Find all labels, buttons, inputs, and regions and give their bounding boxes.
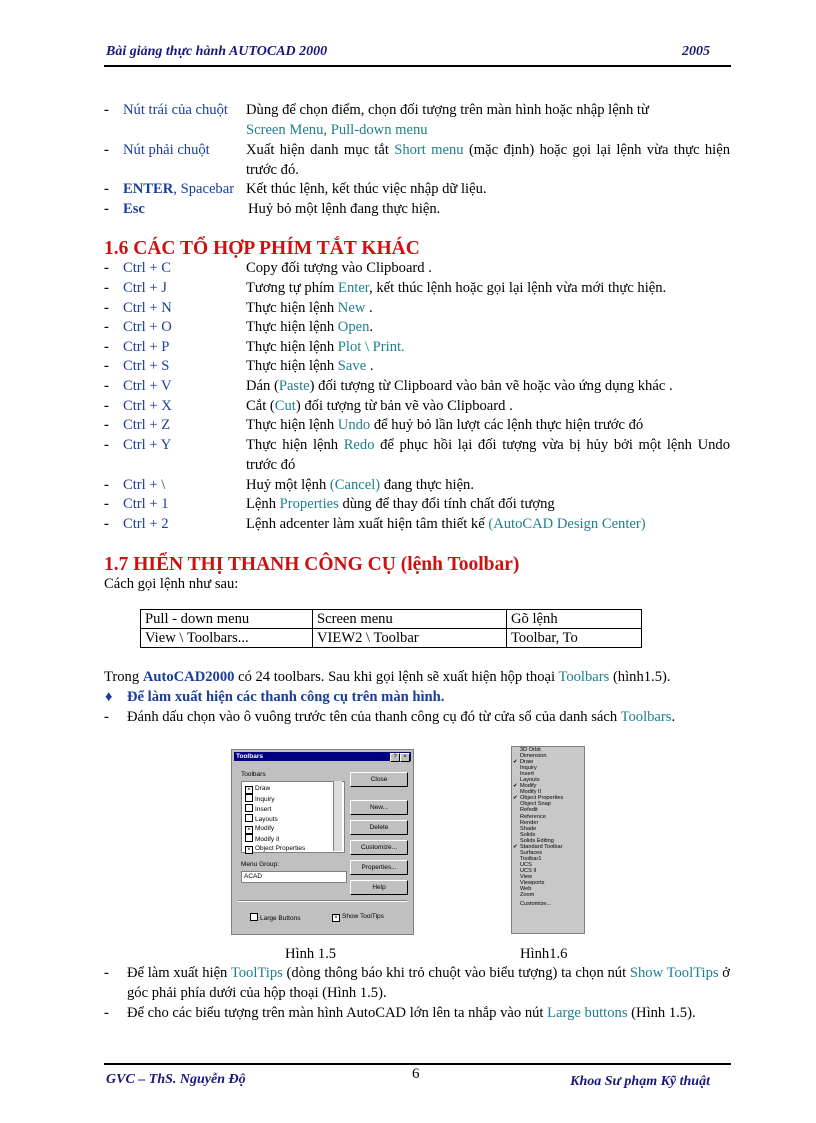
key-label: Esc bbox=[123, 201, 145, 217]
checkbox[interactable] bbox=[245, 814, 253, 822]
menu-item[interactable]: Viewports bbox=[520, 880, 545, 887]
esc-row: - Esc Huỷ bỏ một lệnh đang thực hiện. bbox=[104, 200, 730, 220]
list-item[interactable]: Inquiry bbox=[245, 794, 275, 803]
close-button[interactable]: Close bbox=[350, 772, 408, 787]
menu-item[interactable]: Customize... bbox=[520, 901, 552, 908]
shortcut-desc: Copy đối tượng vào Clipboard . bbox=[246, 260, 432, 276]
dialog-titlebar: Toolbars bbox=[234, 752, 411, 761]
menu-item[interactable]: Solids bbox=[520, 831, 536, 838]
header-year: 2005 bbox=[682, 44, 710, 59]
list-item[interactable]: Modify II bbox=[245, 834, 280, 843]
shortcut-key: Ctrl + C bbox=[123, 260, 171, 276]
shortcut-row: - Ctrl + C Copy đối tượng vào Clipboard . bbox=[104, 259, 730, 279]
shortcut-desc: Dán (Paste) đối tượng từ Clipboard vào bản vẽ hoặc vào ứng dụng khác . bbox=[246, 378, 673, 394]
list-item[interactable]: × Draw bbox=[245, 784, 270, 793]
toolbars-dialog bbox=[231, 749, 414, 935]
mouse-right-row: - Nút phải chuột Xuất hiện danh mục tắt Short menu (mặc định) hoặc gọi lại lệnh vừa thực hiện trước đó. bbox=[104, 142, 730, 178]
shortcut-row: - Ctrl + X Cắt (Cut) đối tượng từ bản vẽ vào Clipboard . bbox=[104, 397, 730, 417]
new-button[interactable]: New... bbox=[350, 800, 408, 815]
shortcut-desc: Thực hiện lệnh Save . bbox=[246, 358, 374, 374]
check-icon: ✔ bbox=[513, 795, 518, 802]
paragraph-tooltips: - Để làm xuất hiện ToolTips (dòng thông báo khi trỏ chuột vào biểu tượng) ta chọn nút Show ToolTips ở góc phải phía dưới của hộp thoại (Hình 1.5). bbox=[104, 965, 731, 1001]
menu-item[interactable]: Insert bbox=[520, 771, 534, 778]
shortcut-row: - Ctrl + 2 Lệnh adcenter làm xuất hiện tâm thiết kế (AutoCAD Design Center) bbox=[104, 515, 730, 535]
toolbars-list[interactable] bbox=[241, 781, 345, 853]
menu-item[interactable]: ✔ Draw bbox=[513, 759, 534, 766]
shortcut-row: - Ctrl + P Thực hiện lệnh Plot \ Print. bbox=[104, 338, 730, 358]
shortcut-row: - Ctrl + Z Thực hiện lệnh Undo để huỷ bỏ lần lượt các lệnh thực hiện trước đó bbox=[104, 416, 730, 436]
shortcut-key: Ctrl + O bbox=[123, 319, 172, 335]
help-icon[interactable]: ? bbox=[390, 753, 400, 762]
menu-item[interactable]: Dimension bbox=[520, 753, 547, 760]
header-rule bbox=[104, 65, 731, 67]
checkbox[interactable]: × bbox=[245, 826, 253, 834]
checkbox[interactable] bbox=[245, 794, 253, 802]
shortcut-desc: Thực hiện lệnh Open. bbox=[246, 319, 374, 335]
help-button[interactable]: Help bbox=[350, 880, 408, 895]
command-table bbox=[140, 609, 642, 648]
shortcut-row: - Ctrl + V Dán (Paste) đối tượng từ Clipboard vào bản vẽ hoặc vào ứng dụng khác . bbox=[104, 377, 730, 397]
key-label: ENTER, Spacebar bbox=[123, 181, 235, 197]
shortcut-row: - Ctrl + O Thực hiện lệnh Open. bbox=[104, 318, 730, 338]
menu-item[interactable]: Zoom bbox=[520, 892, 535, 899]
shortcut-desc: Lệnh Properties dùng để thay đổi tính chất đối tượng bbox=[246, 496, 555, 512]
shortcut-key: Ctrl + X bbox=[123, 398, 172, 414]
checkbox[interactable]: × bbox=[245, 846, 253, 854]
large-buttons-checkbox[interactable]: Large Buttons bbox=[250, 913, 300, 922]
table-row: Pull - down menu Screen menu Gõ lệnh bbox=[141, 610, 642, 629]
header-title: Bài giảng thực hành AUTOCAD 2000 bbox=[106, 44, 328, 59]
menu-item[interactable]: ✔ Standard Toolbar bbox=[513, 843, 563, 850]
shortcut-desc: Thực hiện lệnh Undo để huỷ bỏ lần lượt các lệnh thực hiện trước đó bbox=[246, 417, 644, 433]
enter-row: - ENTER, Spacebar Kết thúc lệnh, kết thúc việc nhập dữ liệu. bbox=[104, 180, 730, 200]
caption-fig-1-6: Hình1.6 bbox=[520, 946, 568, 962]
paragraph-check-toolbars: - Đánh dấu chọn vào ô vuông trước tên của thanh công cụ đó từ cửa sổ của danh sách Toolbars. bbox=[104, 709, 676, 725]
menu-item[interactable]: Layouts bbox=[520, 777, 540, 784]
paragraph-large-buttons: - Để cho các biểu tượng trên màn hình AutoCAD lớn lên ta nhắp vào nút Large buttons (Hình 1.5). bbox=[104, 1005, 696, 1021]
menu-item[interactable]: Shade bbox=[520, 825, 537, 832]
shortcut-key: Ctrl + N bbox=[123, 300, 172, 316]
list-item[interactable]: Layouts bbox=[245, 814, 278, 823]
shortcut-desc: Thực hiện lệnh New . bbox=[246, 300, 373, 316]
intro-text: Cách gọi lệnh như sau: bbox=[104, 576, 239, 592]
menu-item[interactable]: Refedit bbox=[520, 807, 538, 814]
check-icon: ✔ bbox=[513, 759, 518, 766]
menu-group-label: Menu Group: bbox=[241, 861, 279, 868]
shortcut-desc: Cắt (Cut) đối tượng từ bản vẽ vào Clipboard . bbox=[246, 398, 513, 414]
shortcut-key: Ctrl + Y bbox=[123, 437, 172, 453]
shortcut-key: Ctrl + \ bbox=[123, 477, 166, 493]
menu-item[interactable]: 3D Orbit bbox=[520, 747, 541, 753]
menu-item[interactable]: Inquiry bbox=[520, 765, 537, 772]
toolbars-context-menu bbox=[511, 746, 585, 934]
check-icon: ✔ bbox=[513, 843, 518, 850]
delete-button[interactable]: Delete bbox=[350, 820, 408, 835]
diamond-bullet-icon: ♦ bbox=[105, 689, 113, 705]
shortcut-row: - Ctrl + S Thực hiện lệnh Save . bbox=[104, 357, 730, 377]
mouse-left-row: - Nút trái của chuột Dùng để chọn điểm, chọn đối tượng trên màn hình hoặc nhập lệnh từ Screen Menu, Pull-down menu bbox=[104, 102, 649, 138]
shortcut-key: Ctrl + 1 bbox=[123, 496, 169, 512]
footer-author: GVC – ThS. Nguyễn Độ bbox=[106, 1072, 246, 1087]
shortcut-key: Ctrl + 2 bbox=[123, 516, 169, 532]
shortcut-key: Ctrl + S bbox=[123, 358, 170, 374]
section-heading-1-6: 1.6 CÁC TỔ HỢP PHÍM TẮT KHÁC bbox=[104, 238, 420, 259]
checkbox[interactable] bbox=[245, 834, 253, 842]
shortcut-row: - Ctrl + J Tương tự phím Enter, kết thúc lệnh hoặc gọi lại lệnh vừa mới thực hiện. bbox=[104, 279, 730, 299]
section-heading-1-7: 1.7 HIỂN THỊ THANH CÔNG CỤ (lệnh Toolbar) bbox=[104, 554, 520, 575]
key-label: Nút phải chuột bbox=[123, 142, 210, 158]
menu-item[interactable]: Toolbar1 bbox=[520, 855, 542, 862]
page-footer bbox=[106, 1066, 730, 1092]
shortcut-row: - Ctrl + N Thực hiện lệnh New . bbox=[104, 299, 730, 319]
shortcut-key: Ctrl + Z bbox=[123, 417, 171, 433]
table-row: View \ Toolbars... VIEW2 \ Toolbar Toolbar, To bbox=[141, 629, 642, 648]
footer-rule bbox=[104, 1063, 731, 1065]
shortcut-desc: Thực hiện lệnh Plot \ Print. bbox=[246, 339, 405, 355]
shortcut-key: Ctrl + P bbox=[123, 339, 170, 355]
toolbars-label: Toolbars bbox=[241, 771, 266, 778]
properties-button[interactable]: Properties... bbox=[350, 860, 408, 875]
list-scrollbar[interactable] bbox=[333, 781, 342, 851]
shortcut-row: - Ctrl + \ Huỷ một lệnh (Cancel) đang thực hiện. bbox=[104, 476, 730, 496]
shortcut-key: Ctrl + J bbox=[123, 280, 167, 296]
menu-item[interactable]: Modify II bbox=[520, 789, 542, 796]
list-item[interactable]: × Object Properties bbox=[245, 844, 305, 853]
shortcut-row: - Ctrl + 1 Lệnh Properties dùng để thay đổi tính chất đối tượng bbox=[104, 495, 730, 515]
list-item[interactable]: Insert bbox=[245, 804, 271, 813]
menu-group-select[interactable]: ACAD bbox=[241, 871, 347, 883]
menu-item[interactable]: Solids Editing bbox=[520, 837, 554, 844]
checkbox[interactable] bbox=[245, 804, 253, 812]
shortcut-desc: Tương tự phím Enter, kết thúc lệnh hoặc gọi lại lệnh vừa mới thực hiện. bbox=[246, 280, 667, 296]
customize-button[interactable]: Customize... bbox=[350, 840, 408, 855]
menu-item[interactable]: UCS II bbox=[520, 867, 537, 874]
menu-item[interactable]: View bbox=[520, 873, 533, 880]
menu-item[interactable]: Web bbox=[520, 886, 532, 893]
page-number: 6 bbox=[412, 1066, 420, 1082]
page-header bbox=[106, 44, 730, 64]
shortcut-key: Ctrl + V bbox=[123, 378, 172, 394]
paragraph-toolbars-count: Trong AutoCAD2000 có 24 toolbars. Sau khi gọi lệnh sẽ xuất hiện hộp thoại Toolbars (hình1.5). bbox=[104, 669, 671, 685]
shortcut-desc: Thực hiện lệnh Redo để phục hồi lại đối tượng vừa bị hủy bởi một lệnh Undo trước đó bbox=[246, 437, 731, 473]
menu-item[interactable]: Render bbox=[520, 819, 539, 826]
caption-fig-1-5: Hình 1.5 bbox=[285, 946, 337, 962]
list-item[interactable]: × Modify bbox=[245, 824, 274, 833]
key-label: Nút trái của chuột bbox=[123, 102, 228, 118]
menu-item[interactable]: Reference bbox=[520, 813, 546, 820]
shortcut-row: - Ctrl + Y Thực hiện lệnh Redo để phục hồi lại đối tượng vừa bị hủy bởi một lệnh Undo trước đó bbox=[104, 436, 730, 476]
menu-item[interactable]: Object Snap bbox=[520, 801, 551, 808]
shortcut-desc: Huỷ một lệnh (Cancel) đang thực hiện. bbox=[246, 477, 474, 493]
menu-item[interactable]: ✔ Modify bbox=[513, 783, 537, 790]
footer-department: Khoa Sư phạm Kỹ thuật bbox=[570, 1074, 710, 1089]
shortcut-desc: Lệnh adcenter làm xuất hiện tâm thiết kế (AutoCAD Design Center) bbox=[246, 516, 646, 532]
checkbox[interactable]: × bbox=[245, 786, 253, 794]
close-icon[interactable]: × bbox=[400, 753, 410, 762]
check-icon: ✔ bbox=[513, 783, 518, 790]
show-tooltips-checkbox[interactable]: × Show ToolTips bbox=[332, 913, 384, 922]
menu-item[interactable]: UCS bbox=[520, 861, 532, 868]
menu-item[interactable]: Surfaces bbox=[520, 849, 543, 856]
divider bbox=[238, 900, 407, 902]
menu-item[interactable]: ✔ Object Properties bbox=[513, 795, 564, 802]
